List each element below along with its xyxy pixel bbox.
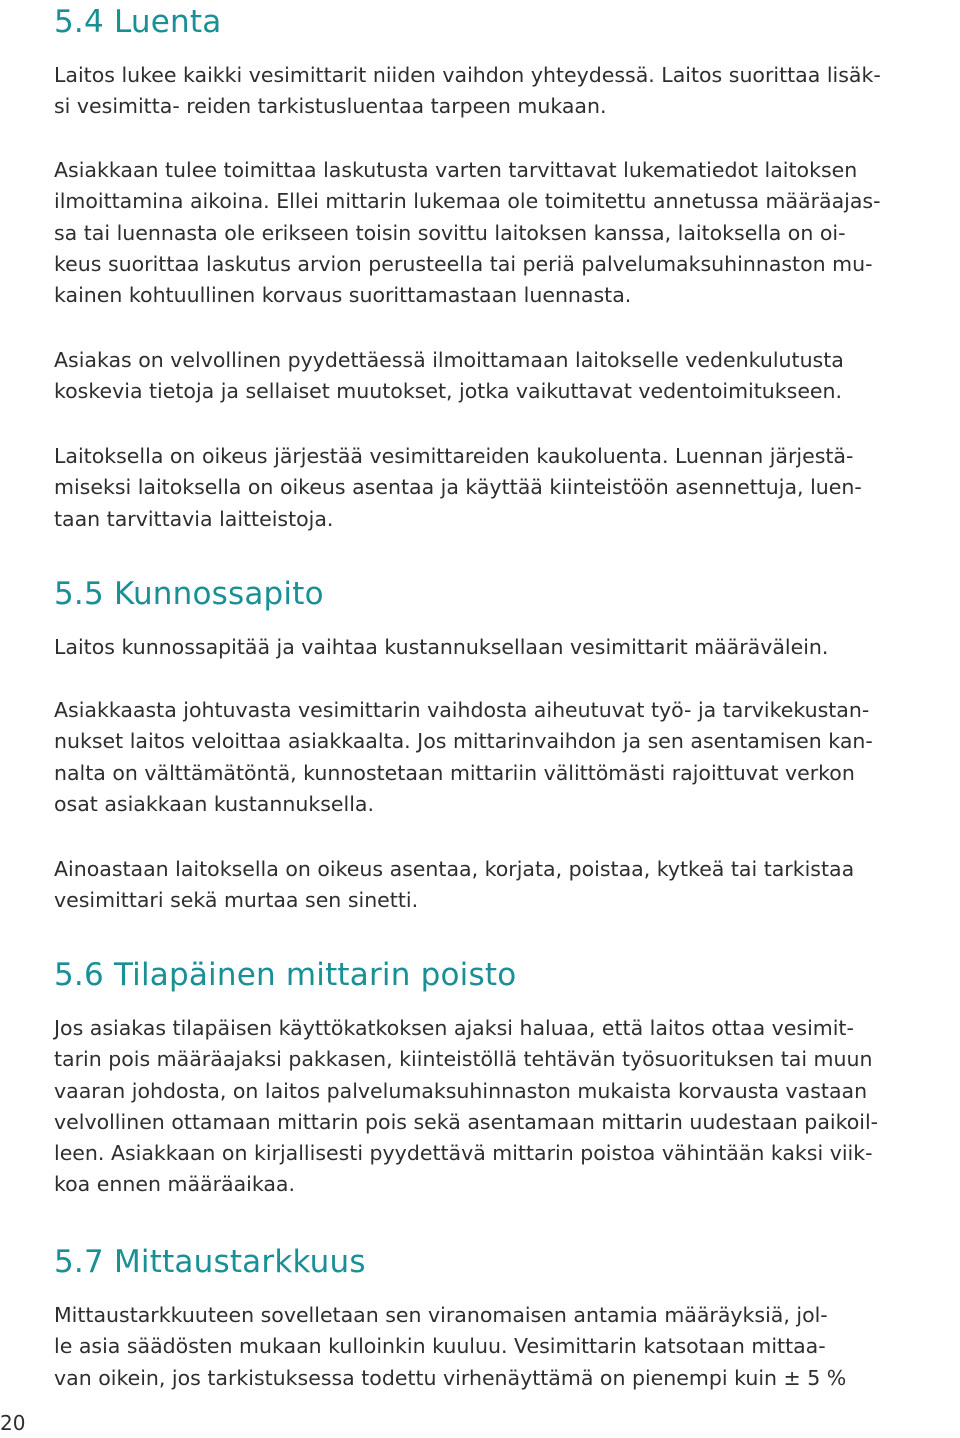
body-paragraph xyxy=(54,854,854,917)
text-line: leen. Asiakkaan on kirjallisesti pyydettävä mittarin poistoa vähintään kaksi viik- xyxy=(54,1141,873,1166)
body-paragraph xyxy=(54,60,881,123)
body-paragraph xyxy=(54,695,873,820)
text-line: tarin pois määräajaksi pakkasen, kiinteistöllä tehtävän työsuorituksen tai muun xyxy=(54,1047,873,1072)
text-line: taan tarvittavia laitteistoja. xyxy=(54,506,334,531)
section-heading: 5.4 Luenta xyxy=(54,4,222,40)
page-number: 20 xyxy=(0,1411,26,1435)
text-line: Jos asiakas tilapäisen käyttökatkoksen ajaksi haluaa, että laitos ottaa vesimit- xyxy=(54,1016,854,1040)
text-line: Asiakkaan tulee toimittaa laskutusta varten tarvittavat lukematiedot laitoksen xyxy=(54,158,858,182)
text-line: van oikein, jos tarkistuksessa todettu virhenäyttämä on pienempi kuin ± 5 % xyxy=(54,1365,847,1390)
text-line: velvollinen ottamaan mittarin pois sekä asentamaan mittarin uudestaan paikoil- xyxy=(54,1109,879,1134)
body-paragraph xyxy=(54,1300,846,1394)
text-line: le asia säädösten mukaan kulloinkin kuuluu. Vesimittarin katsotaan mittaa- xyxy=(54,1334,826,1359)
section-heading: 5.6 Tilapäinen mittarin poisto xyxy=(54,957,517,993)
section-heading: 5.7 Mittaustarkkuus xyxy=(54,1244,366,1280)
section-heading: 5.5 Kunnossapito xyxy=(54,576,324,612)
text-line: Laitos kunnossapitää ja vaihtaa kustannuksellaan vesimittarit määrävälein. xyxy=(54,635,829,659)
text-line: Ainoastaan laitoksella on oikeus asentaa, korjata, poistaa, kytkeä tai tarkistaa xyxy=(54,857,855,881)
text-line: osat asiakkaan kustannuksella. xyxy=(54,791,374,816)
text-line: vesimittari sekä murtaa sen sinetti. xyxy=(54,888,419,913)
body-paragraph xyxy=(54,632,828,663)
text-line: koskevia tietoja ja sellaiset muutokset, jotka vaikuttavat vedentoimitukseen. xyxy=(54,379,843,404)
text-line: nalta on välttämätöntä, kunnostetaan mittariin välittömästi rajoittuvat verkon xyxy=(54,760,855,785)
text-line: Asiakkaasta johtuvasta vesimittarin vaihdosta aiheutuvat työ- ja tarvikekustan- xyxy=(54,698,870,722)
text-line: Laitos lukee kaikki vesimittarit niiden vaihdon yhteydessä. Laitos suorittaa lisäk- xyxy=(54,63,881,87)
text-line: vaaran johdosta, on laitos palvelumaksuhinnaston mukaista korvausta vastaan xyxy=(54,1078,868,1103)
text-line: koa ennen määräaikaa. xyxy=(54,1172,295,1197)
body-paragraph xyxy=(54,441,862,535)
text-line: Asiakas on velvollinen pyydettäessä ilmoittamaan laitokselle vedenkulutusta xyxy=(54,348,844,372)
text-line: si vesimitta- reiden tarkistusluentaa tarpeen mukaan. xyxy=(54,94,607,119)
body-paragraph xyxy=(54,345,844,408)
body-paragraph xyxy=(54,155,881,311)
text-line: ilmoittamina aikoina. Ellei mittarin lukemaa ole toimitettu annetussa määräajas- xyxy=(54,189,881,214)
text-line: kainen kohtuullinen korvaus suorittamastaan luennasta. xyxy=(54,283,632,308)
text-line: sa tai luennasta ole erikseen toisin sovittu laitoksen kanssa, laitoksella on oi- xyxy=(54,220,846,245)
body-paragraph xyxy=(54,1013,878,1201)
text-line: keus suorittaa laskutus arvion perusteella tai periä palvelumaksuhinnaston mu- xyxy=(54,251,873,276)
text-line: Laitoksella on oikeus järjestää vesimittareiden kaukoluenta. Luennan järjestä- xyxy=(54,444,854,468)
text-line: miseksi laitoksella on oikeus asentaa ja käyttää kiinteistöön asennettuja, luen- xyxy=(54,475,862,500)
text-line: Mittaustarkkuuteen sovelletaan sen viranomaisen antamia määräyksiä, jol- xyxy=(54,1303,828,1327)
text-line: nukset laitos veloittaa asiakkaalta. Jos mittarinvaihdon ja sen asentamisen kan- xyxy=(54,729,873,754)
